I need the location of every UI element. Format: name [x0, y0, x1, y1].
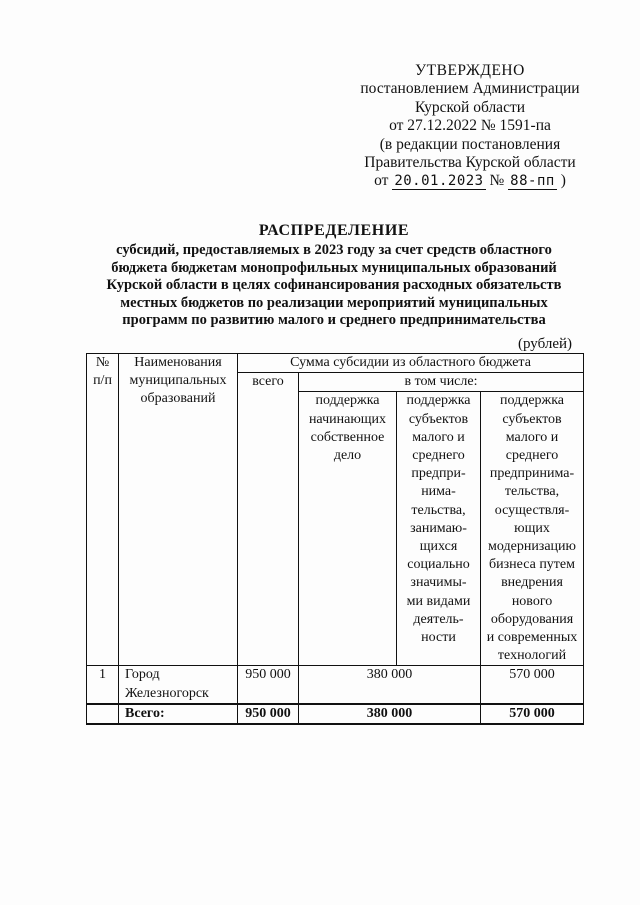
subtitle-line: субсидий, предоставляемых в 2023 году за счет средств областного	[116, 242, 552, 258]
totals-total: 950 000	[238, 704, 299, 724]
amendment-number-label: №	[489, 172, 505, 190]
header-col-a: поддержка начинающих собственное дело	[299, 392, 397, 666]
row-num: 1	[87, 666, 119, 704]
subtitle-line: бюджета бюджетам монопрофильных муниципальных образований	[111, 259, 557, 276]
subtitle-line: местных бюджетов по реализации мероприятий муниципальных	[120, 294, 548, 311]
header-col-c: поддержка субъектов малого и среднего предпринима- тельства, осуществля- ющих модернизацию бизнеса путем внедрения нового оборудования и современных технологий	[481, 392, 584, 666]
table-row	[87, 666, 584, 704]
subtitle-line: Курской области в целях софинансирования расходных обязательств	[106, 277, 562, 294]
approval-line-4: (в редакции постановления	[379, 135, 561, 153]
header-num: № п/п	[87, 354, 119, 666]
totals-ab-merged: 380 000	[299, 704, 481, 724]
subtitle-line: программ по развитию малого и среднего предпринимательства	[122, 312, 546, 329]
approval-line-1: постановлением Администрации	[360, 80, 580, 98]
approval-stamp	[350, 62, 590, 191]
totals-label: Всего:	[119, 704, 238, 724]
amendment-close-paren: )	[560, 172, 566, 190]
totals-row	[87, 704, 584, 724]
units-label: (рублей)	[518, 336, 573, 352]
approval-line-5: Правительства Курской области	[364, 154, 576, 172]
totals-num	[87, 704, 119, 724]
approval-line-3: от 27.12.2022 № 1591-па	[389, 117, 551, 135]
document-subtitle	[86, 242, 582, 330]
document-title-block	[86, 222, 582, 330]
header-total: всего	[238, 373, 299, 666]
row-name: Город Железногорск	[119, 666, 238, 704]
document-title: РАСПРЕДЕЛЕНИЕ	[258, 222, 410, 239]
amendment-date: 20.01.2023	[394, 173, 484, 190]
row-total: 950 000	[238, 666, 299, 704]
amendment-line	[350, 172, 590, 190]
header-including: в том числе:	[299, 373, 584, 392]
amendment-from-label: от	[374, 172, 389, 190]
header-name: Наименования муниципальных образований	[119, 354, 238, 666]
approval-heading: УТВЕРЖДЕНО	[415, 62, 525, 79]
row-c: 570 000	[481, 666, 584, 704]
header-row	[87, 354, 584, 373]
approval-line-2: Курской области	[414, 98, 526, 116]
totals-c: 570 000	[481, 704, 584, 724]
header-col-b: поддержка субъектов малого и среднего предпри- нима- тельства, занимаю- щихся социально значимы- ми видами деятель- ности	[397, 392, 481, 666]
distribution-table	[86, 353, 584, 725]
amendment-number: 88-пп	[510, 173, 555, 190]
header-sum: Сумма субсидии из областного бюджета	[238, 354, 584, 373]
row-ab-merged: 380 000	[299, 666, 481, 704]
